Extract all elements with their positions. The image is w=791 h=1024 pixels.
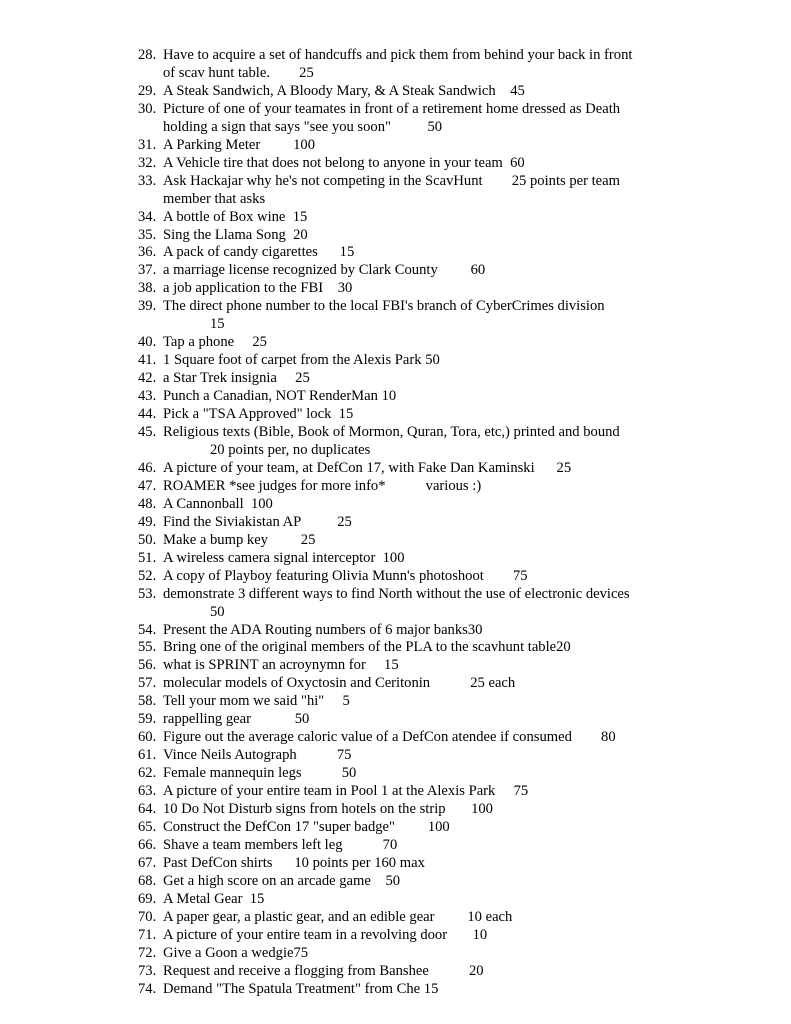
list-item — [138, 639, 778, 657]
item-text-line: A wireless camera signal interceptor 100 — [163, 549, 405, 566]
item-text — [163, 244, 778, 262]
item-text-line: member that asks — [163, 190, 266, 207]
item-text-line: A Parking Meter 100 — [163, 136, 316, 153]
item-text-line: The direct phone number to the local FBI's branch of CyberCrimes division — [163, 298, 605, 315]
item-number: 28. — [138, 47, 157, 63]
item-text-line: Present the ADA Routing numbers of 6 major banks30 — [163, 621, 483, 638]
item-text-line: Past DefCon shirts 10 points per 160 max — [163, 854, 425, 871]
item-number: 70. — [138, 908, 157, 925]
item-text — [163, 334, 778, 352]
list-item — [138, 873, 778, 891]
item-text — [163, 622, 778, 640]
item-text — [163, 280, 778, 298]
item-number: 33. — [138, 172, 157, 189]
list-item — [138, 137, 778, 155]
list-item — [138, 945, 778, 963]
item-text-line: Bring one of the original members of the PLA to the scavhunt table20 — [163, 639, 571, 656]
item-text-line: a job application to the FBI 30 — [163, 280, 353, 297]
item-text-line: Get a high score on an arcade game 50 — [163, 872, 401, 889]
item-number: 53. — [138, 585, 157, 602]
item-text — [163, 945, 778, 963]
list-item — [138, 424, 778, 460]
list-item — [138, 981, 778, 999]
item-text-line: A Vehicle tire that does not belong to anyone in your team 60 — [163, 154, 525, 171]
item-number: 64. — [138, 801, 157, 818]
item-number: 50. — [138, 531, 157, 548]
list-item — [138, 209, 778, 227]
scavenger-hunt-list — [138, 47, 778, 999]
item-text — [163, 227, 778, 245]
item-text — [163, 137, 778, 155]
list-item — [138, 244, 778, 262]
item-number: 37. — [138, 262, 157, 279]
list-item — [138, 837, 778, 855]
item-number: 58. — [138, 693, 157, 710]
item-number: 48. — [138, 495, 157, 512]
list-item — [138, 280, 778, 298]
item-number: 44. — [138, 406, 157, 423]
item-text — [163, 819, 778, 837]
item-number: 67. — [138, 854, 157, 871]
item-text-line: ROAMER *see judges for more info* various :) — [163, 477, 482, 494]
list-item — [138, 693, 778, 711]
item-text — [163, 586, 778, 622]
item-text — [163, 873, 778, 891]
list-item — [138, 352, 778, 370]
item-text — [163, 298, 778, 334]
item-number: 61. — [138, 747, 157, 764]
list-item — [138, 711, 778, 729]
item-text-line: 10 Do Not Disturb signs from hotels on the strip 100 — [163, 801, 493, 818]
item-text — [163, 711, 778, 729]
item-text — [163, 855, 778, 873]
item-text-line: A copy of Playboy featuring Olivia Munn's photoshoot 75 — [163, 567, 528, 584]
item-text — [163, 262, 778, 280]
item-text — [163, 388, 778, 406]
item-text-line: Request and receive a flogging from Banshee 20 — [163, 962, 484, 979]
list-item — [138, 370, 778, 388]
item-number: 34. — [138, 208, 157, 225]
list-item — [138, 783, 778, 801]
item-text-line: demonstrate 3 different ways to find North without the use of electronic devices — [163, 585, 630, 602]
item-number: 54. — [138, 621, 157, 638]
item-number: 31. — [138, 136, 157, 153]
list-item — [138, 927, 778, 945]
item-text-line: a Star Trek insignia 25 — [163, 370, 310, 387]
list-item — [138, 747, 778, 765]
item-text-line: 1 Square foot of carpet from the Alexis Park 50 — [163, 352, 440, 369]
item-text — [163, 424, 778, 460]
item-text — [163, 693, 778, 711]
item-text-line: A picture of your team, at DefCon 17, with Fake Dan Kaminski 25 — [163, 459, 572, 476]
list-item — [138, 155, 778, 173]
item-number: 29. — [138, 82, 157, 99]
item-number: 45. — [138, 424, 157, 441]
list-item — [138, 406, 778, 424]
item-text-line: A Metal Gear 15 — [163, 890, 265, 907]
item-text — [163, 550, 778, 568]
list-item — [138, 101, 778, 137]
item-number: 51. — [138, 549, 157, 566]
item-text-line: Female mannequin legs 50 — [163, 765, 357, 782]
list-item — [138, 47, 778, 83]
item-number: 62. — [138, 765, 157, 782]
list-item — [138, 765, 778, 783]
list-item — [138, 909, 778, 927]
item-text — [163, 801, 778, 819]
item-text-line: Pick a "TSA Approved" lock 15 — [163, 406, 354, 423]
list-item — [138, 262, 778, 280]
item-text — [163, 352, 778, 370]
item-number: 41. — [138, 352, 157, 369]
item-number: 36. — [138, 244, 157, 261]
list-item — [138, 460, 778, 478]
item-text-line: A Steak Sandwich, A Bloody Mary, & A Steak Sandwich 45 — [163, 82, 525, 99]
item-text — [163, 478, 778, 496]
list-item — [138, 514, 778, 532]
list-item — [138, 173, 778, 209]
item-number: 32. — [138, 154, 157, 171]
item-number: 43. — [138, 388, 157, 405]
item-number: 42. — [138, 370, 157, 387]
item-text-line: holding a sign that says "see you soon" 50 — [163, 118, 443, 135]
item-number: 69. — [138, 890, 157, 907]
item-text-line: Ask Hackajar why he's not competing in the ScavHunt 25 points per team — [163, 172, 620, 189]
list-item — [138, 298, 778, 334]
item-text-line: A pack of candy cigarettes 15 — [163, 244, 355, 261]
item-text-line: Find the Siviakistan AP 25 — [163, 513, 352, 530]
item-text-line: Shave a team members left leg 70 — [163, 836, 398, 853]
list-item — [138, 675, 778, 693]
item-text — [163, 963, 778, 981]
item-number: 40. — [138, 334, 157, 351]
item-text — [163, 496, 778, 514]
item-text — [163, 209, 778, 227]
item-number: 39. — [138, 298, 157, 315]
item-text-line: Make a bump key 25 — [163, 531, 316, 548]
item-number: 57. — [138, 675, 157, 692]
item-number: 35. — [138, 226, 157, 243]
item-text-line: molecular models of Oxyctosin and Ceritonin 25 each — [163, 675, 516, 692]
list-item — [138, 891, 778, 909]
item-text-line: Construct the DefCon 17 "super badge" 100 — [163, 818, 450, 835]
list-item — [138, 657, 778, 675]
item-text-line: what is SPRINT an acroynymn for 15 — [163, 657, 399, 674]
list-item — [138, 855, 778, 873]
list-item — [138, 334, 778, 352]
item-number: 52. — [138, 567, 157, 584]
item-number: 71. — [138, 926, 157, 943]
list-item — [138, 729, 778, 747]
item-text — [163, 406, 778, 424]
item-number: 56. — [138, 657, 157, 674]
item-number: 74. — [138, 980, 157, 997]
list-item — [138, 622, 778, 640]
list-item — [138, 478, 778, 496]
item-text — [163, 927, 778, 945]
item-text — [163, 765, 778, 783]
item-text — [163, 173, 778, 209]
item-text — [163, 101, 778, 137]
item-text — [163, 83, 778, 101]
item-text — [163, 729, 778, 747]
item-text-line: Give a Goon a wedgie75 — [163, 944, 309, 961]
item-number: 49. — [138, 513, 157, 530]
item-text-line: A picture of your entire team in Pool 1 at the Alexis Park 75 — [163, 783, 529, 800]
item-number: 65. — [138, 818, 157, 835]
item-text — [163, 909, 778, 927]
item-text — [163, 514, 778, 532]
item-text — [163, 532, 778, 550]
list-item — [138, 550, 778, 568]
list-item — [138, 83, 778, 101]
item-number: 55. — [138, 639, 157, 656]
item-text-line: A Cannonball 100 — [163, 495, 273, 512]
item-number: 46. — [138, 459, 157, 476]
item-text-line: Vince Neils Autograph 75 — [163, 747, 352, 764]
item-number: 30. — [138, 100, 157, 117]
item-text-line: Demand "The Spatula Treatment" from Che 15 — [163, 980, 439, 997]
item-text-line: A bottle of Box wine 15 — [163, 208, 308, 225]
list-item — [138, 586, 778, 622]
item-text — [163, 657, 778, 675]
item-text — [163, 675, 778, 693]
item-text — [163, 783, 778, 801]
item-text-line: Picture of one of your teamates in front of a retirement home dressed as Death — [163, 100, 621, 117]
item-number: 47. — [138, 477, 157, 494]
list-item — [138, 568, 778, 586]
item-text-line: 50 — [210, 603, 225, 620]
list-item — [138, 227, 778, 245]
item-text-line: Tell your mom we said "hi" 5 — [163, 693, 350, 710]
item-text — [163, 639, 778, 657]
item-number: 68. — [138, 872, 157, 889]
list-item — [138, 532, 778, 550]
item-number: 63. — [138, 783, 157, 800]
item-text-line: Sing the Llama Song 20 — [163, 226, 308, 243]
item-text — [163, 747, 778, 765]
item-number: 66. — [138, 836, 157, 853]
item-text — [163, 47, 778, 83]
item-number: 73. — [138, 962, 157, 979]
item-text-line: Punch a Canadian, NOT RenderMan 10 — [163, 388, 397, 405]
item-text-line: a marriage license recognized by Clark County 60 — [163, 262, 486, 279]
list-item — [138, 801, 778, 819]
item-number: 59. — [138, 711, 157, 728]
item-text-line: Religious texts (Bible, Book of Mormon, Quran, Tora, etc,) printed and bound — [163, 424, 620, 441]
item-text-line: Tap a phone 25 — [163, 334, 267, 351]
item-text-line: of scav hunt table. 25 — [163, 64, 314, 81]
item-text-line: rappelling gear 50 — [163, 711, 310, 728]
item-text — [163, 568, 778, 586]
item-number: 38. — [138, 280, 157, 297]
item-text — [163, 370, 778, 388]
item-text — [163, 837, 778, 855]
list-item — [138, 496, 778, 514]
item-number: 60. — [138, 729, 157, 746]
item-text-line: 15 — [210, 316, 225, 333]
item-text-line: Figure out the average caloric value of a DefCon atendee if consumed 80 — [163, 729, 616, 746]
list-item — [138, 819, 778, 837]
item-text — [163, 460, 778, 478]
list-item — [138, 963, 778, 981]
item-text-line: Have to acquire a set of handcuffs and pick them from behind your back in front — [163, 47, 633, 63]
item-text — [163, 981, 778, 999]
item-number: 72. — [138, 944, 157, 961]
item-text-line: 20 points per, no duplicates — [210, 441, 371, 458]
item-text-line: A picture of your entire team in a revolving door 10 — [163, 926, 488, 943]
item-text — [163, 155, 778, 173]
item-text-line: A paper gear, a plastic gear, and an edible gear 10 each — [163, 908, 513, 925]
item-text — [163, 891, 778, 909]
list-item — [138, 388, 778, 406]
